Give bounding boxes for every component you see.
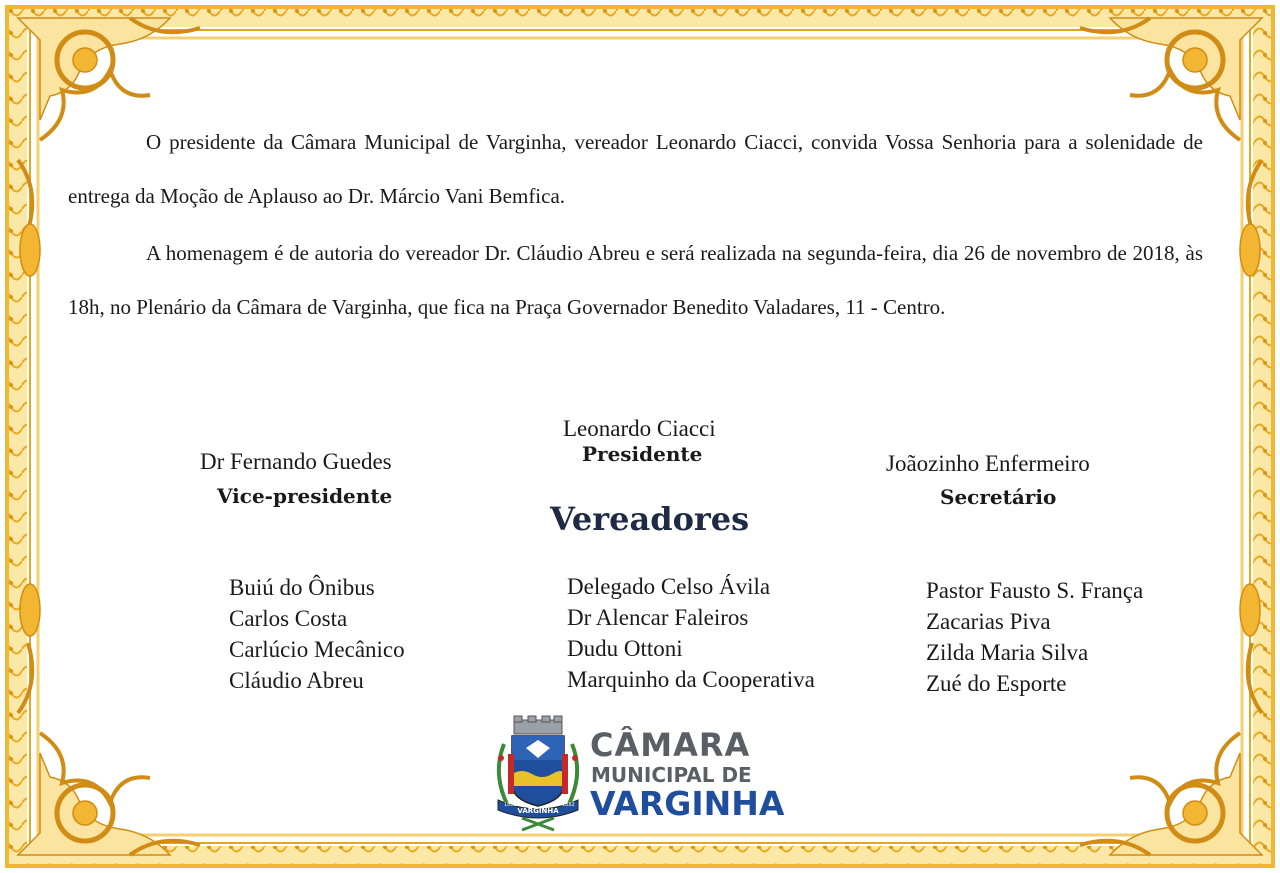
logo-line-camara: CÂMARA	[590, 726, 751, 764]
corner-ornament-bottom-left	[18, 643, 200, 855]
council-member: Carlúcio Mecânico	[229, 637, 405, 662]
invitation-paragraph-2: A homenagem é de autoria do vereador Dr. Cláudio Abreu e será realizada na segunda-feira, dia 26 de novembro de 2018, às 18h, no Plenário da Câmara de Varginha, que fica na Praça Governador Benedito Valadares, 11 - Centro.	[68, 241, 1203, 319]
council-member: Dr Alencar Faleiros	[567, 605, 749, 630]
vice-president-role: Vice-presidente	[217, 484, 393, 508]
council-member: Zilda Maria Silva	[926, 640, 1089, 665]
secretary-name: Joãozinho Enfermeiro	[886, 451, 1090, 476]
council-member: Delegado Celso Ávila	[567, 574, 771, 599]
side-ornament-right-lower	[1240, 584, 1260, 636]
council-member: Carlos Costa	[229, 606, 348, 631]
council-member: Buiú do Ônibus	[229, 575, 375, 600]
city-crest-icon	[492, 714, 584, 832]
council-member: Dudu Ottoni	[567, 636, 683, 661]
council-member: Cláudio Abreu	[229, 668, 364, 693]
logo-line-municipal: MUNICIPAL DE	[591, 763, 752, 787]
council-list-left	[229, 572, 405, 696]
side-ornament-right	[1240, 224, 1260, 276]
side-ornament-left	[20, 224, 40, 276]
president-role: Presidente	[582, 442, 703, 466]
council-title: Vereadores	[550, 500, 750, 538]
council-member: Zacarias Piva	[926, 609, 1051, 634]
council-list-center	[567, 571, 815, 695]
council-member: Marquinho da Cooperativa	[567, 667, 815, 692]
council-member: Pastor Fausto S. França	[926, 578, 1144, 603]
side-ornament-left-lower	[20, 584, 40, 636]
crest-year-right: 1882	[562, 802, 575, 808]
secretary-role: Secretário	[940, 485, 1057, 509]
crest-banner-text: VARGINHA	[517, 807, 559, 815]
council-list-right	[926, 575, 1143, 699]
crest-year-left: 1882	[504, 802, 517, 808]
president-name: Leonardo Ciacci	[563, 416, 716, 441]
council-member: Zué do Esporte	[926, 671, 1067, 696]
logo-line-varginha: VARGINHA	[590, 784, 785, 823]
invitation-paragraph-1: O presidente da Câmara Municipal de Varginha, vereador Leonardo Ciacci, convida Vossa Senhoria para a solenidade de entrega da Moção de Aplauso ao Dr. Márcio Vani Bemfica.	[68, 130, 1203, 208]
vice-president-name: Dr Fernando Guedes	[200, 449, 392, 474]
